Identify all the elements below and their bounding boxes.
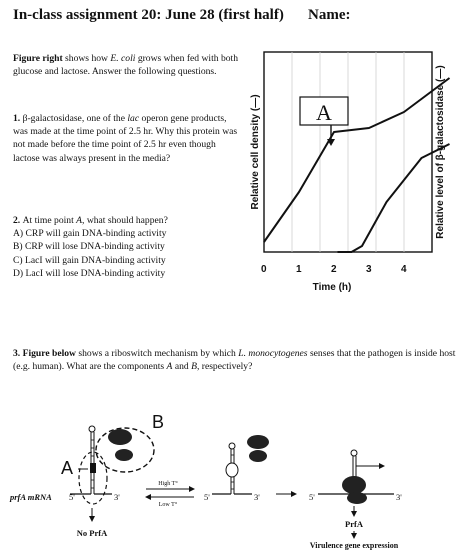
y-axis-label-left: Relative cell density (—) bbox=[250, 94, 261, 210]
question-2-stem: 2. At time point A, what should happen? bbox=[13, 215, 168, 226]
x-tick-label: 3 bbox=[366, 264, 372, 275]
sd-sequence-block bbox=[90, 463, 96, 473]
ribosome-large-subunit bbox=[108, 429, 132, 445]
option-b: B) CRP will lose DNA-binding activity bbox=[13, 241, 165, 253]
riboswitch-open-state bbox=[204, 435, 269, 502]
high-temp-label: High T° bbox=[158, 481, 178, 487]
ribosome-small-subunit bbox=[115, 449, 133, 461]
open-bubble bbox=[226, 463, 238, 477]
five-prime-right: 5' bbox=[309, 492, 315, 502]
three-prime-left: 3' bbox=[114, 492, 120, 502]
label-a: A bbox=[61, 458, 74, 478]
option-a: A) CRP will gain DNA-binding activity bbox=[13, 228, 167, 240]
question-3: 3. Figure below shows a riboswitch mechanism by which L. monocytogenes senses that the pathogen is inside host (e.g. human). What are the components A and B, respectively? bbox=[13, 348, 456, 373]
five-prime-mid: 5' bbox=[204, 492, 210, 502]
question-1: 1. β-galactosidase, one of the lac operon gene products, was made at the time point of 2.5 hr. Why this protein was not made before the time point of 2.5 hr even though lactose was always present in the media? bbox=[13, 113, 238, 164]
intro-text: Figure right shows how E. coli grows when fed with both glucose and lactose. Answer the following questions. bbox=[13, 53, 239, 78]
annotation-label: A bbox=[316, 100, 332, 125]
x-tick-label: 1 bbox=[296, 264, 302, 275]
riboswitch-translating-state bbox=[309, 450, 402, 550]
ribosome-small-bound bbox=[347, 492, 367, 504]
x-tick-label: 0 bbox=[261, 264, 267, 275]
assignment-title: In-class assignment 20: June 28 (first half) bbox=[13, 7, 284, 23]
ribosome-large-bound bbox=[342, 476, 366, 494]
no-prfa-label: No PrfA bbox=[76, 528, 108, 538]
prfa-label: PrfA bbox=[345, 519, 363, 529]
y-axis-label-right: Relative level of β-galactosidase (—) bbox=[435, 65, 446, 239]
five-prime-left: 5' bbox=[69, 492, 75, 502]
virulence-label: Virulence gene expression bbox=[309, 541, 399, 550]
name-label: Name: bbox=[308, 7, 351, 23]
x-axis-label: Time (h) bbox=[312, 282, 352, 293]
label-b: B bbox=[152, 412, 165, 432]
ribosome-large-free bbox=[247, 435, 269, 449]
x-tick-label: 4 bbox=[401, 264, 407, 275]
mrna-label: prfA mRNA bbox=[10, 492, 52, 502]
x-tick-label: 2 bbox=[331, 264, 337, 275]
three-prime-right: 3' bbox=[396, 492, 402, 502]
option-d: D) LacI will lose DNA-binding activity bbox=[13, 267, 166, 279]
low-temp-label: Low T° bbox=[158, 502, 178, 508]
hairpin-loop bbox=[89, 426, 95, 432]
riboswitch-closed-state bbox=[9, 412, 164, 538]
intro-lead: Figure right bbox=[13, 53, 63, 64]
option-c: C) LacI will gain DNA-binding activity bbox=[13, 254, 166, 266]
three-prime-mid: 3' bbox=[254, 492, 260, 502]
ribosome-small-free bbox=[249, 450, 267, 462]
temperature-switch bbox=[146, 480, 194, 508]
component-a-circle bbox=[79, 452, 107, 504]
